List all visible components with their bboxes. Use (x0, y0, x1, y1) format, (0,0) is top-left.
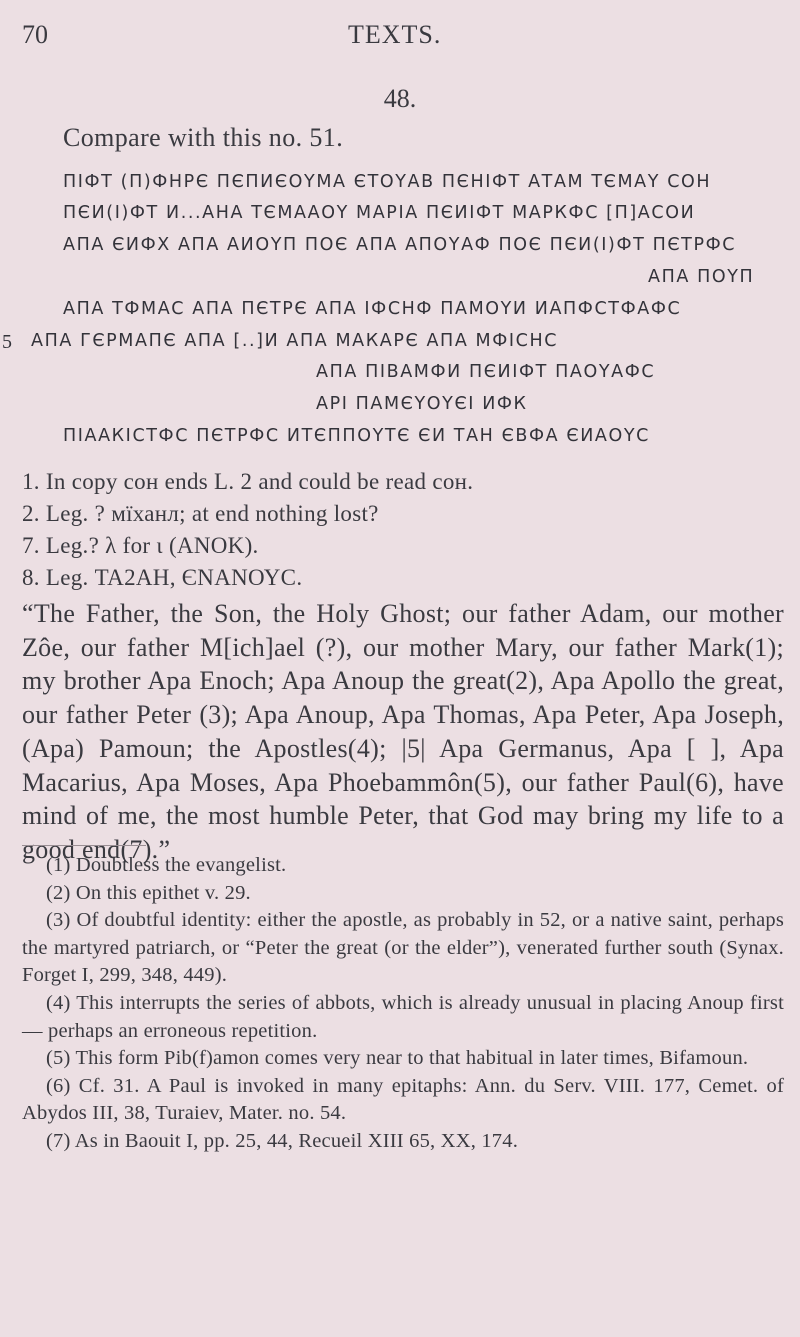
running-header (0, 20, 800, 54)
coptic-line (0, 235, 800, 267)
coptic-line (0, 426, 800, 458)
coptic-line-text: АРІ ПАМЄYОYЄІ ИФК (316, 394, 528, 414)
coptic-line-text: ПІААКІСТФС ПЄТРФС ИТЄППОYТЄ ЄИ ТАН ЄВФА ЄИАОYС (63, 426, 650, 446)
coptic-line (0, 172, 800, 204)
apparatus-note: 7. Leg.? λ for ι (ΑΝΟΚ). (22, 533, 259, 558)
footnote: (6) Cf. 31. A Paul is invoked in many epitaphs: Ann. du Serv. VIII. 177, Cemet. of Abydos III, 38, Turaiev, Mater. no. 54. (22, 1074, 784, 1125)
coptic-line (0, 331, 800, 363)
footnote-rule (22, 845, 146, 846)
footnote: (5) This form Pib(f)amon comes very near to that habitual in later times, Bifamoun. (46, 1047, 749, 1070)
coptic-line (0, 267, 800, 299)
footnote: (7) As in Baouit I, pp. 25, 44, Recueil XIII 65, XX, 174. (46, 1129, 519, 1152)
apparatus-criticus (22, 466, 782, 594)
running-title: TEXTS. (348, 20, 442, 49)
coptic-line-text: АПА ГЄРМАПЄ АПА [..]И АПА МАКАРЄ АПА МФІСНС (31, 331, 559, 351)
footnote: (4) This interrupts the series of abbots, which is already unusual in placing Anoup first — perhaps an erroneous repetition. (22, 991, 784, 1042)
coptic-line-text: ПЄИ(І)ФТ И...АНА ТЄМААОY МАРІА ПЄИІФТ МАРКФС [П]АСОИ (63, 203, 696, 223)
coptic-line (0, 203, 800, 235)
coptic-line-text: ПІФТ (П)ФНРЄ ПЄПИЄОYМА ЄТОYАВ ПЄНІФТ АТАМ ТЄМАY СОН (63, 172, 712, 192)
apparatus-note: 1. In copy сон ends L. 2 and could be read сон. (22, 469, 474, 494)
footnote: (3) Of doubtful identity: either the apostle, as probably in 52, or a native saint, perhaps the martyred patriarch, or “Peter the great (or the elder”), venerated further south (Synax. Forget I, 299, 348, 449). (22, 909, 784, 987)
coptic-line-text: АПА ПІВАМФИ ПЄИІФТ ПАОYАФС (316, 362, 656, 382)
footnotes (22, 852, 784, 1156)
line-number: 5 (2, 331, 12, 353)
coptic-line (0, 299, 800, 331)
footnote: (1) Doubtless the evangelist. (46, 854, 287, 876)
apparatus-note: 8. Leg. ΤΑ2ΑΗ, ЄΝΑΝΟΥС. (22, 565, 303, 590)
coptic-line-text: АПА ТФМАС АПА ПЄТРЄ АПА ІФСНФ ПАМОYИ ИАПФСТФАФС (63, 299, 682, 319)
coptic-line-text: АПА ПОYП (648, 267, 755, 287)
footnote: (2) On this epithet v. 29. (46, 881, 251, 904)
page-number: 70 (22, 20, 48, 49)
translation-paragraph: “The Father, the Son, the Holy Ghost; our father Adam, our mother Zôe, our father M[ich]ael (?), our mother Mary, our father Mark(1); my brother Apa Enoch; Apa Anoup the great(2), Apa Apollo the great, our father Peter (3); Apa Anoup, Apa Thomas, Apa Peter, Apa Joseph, (Apa) Pamoun; the Apostles(4); |5| Apa Germanus, Apa [ ], Apa Macarius, Apa Moses, Apa Phoebammôn(5), our father Paul(6), have mind of me, the most humble Peter, that God may bring my life to a good end(7).” (22, 599, 784, 864)
coptic-line (0, 394, 800, 426)
coptic-line (0, 362, 800, 394)
compare-note: Compare with this no. 51. (63, 123, 344, 152)
apparatus-note: 2. Leg. ? мїханл; at end nothing lost? (22, 501, 379, 526)
coptic-line-text: АПА ЄИФХ АПА АИОYП ПОЄ АПА АПОYАФ ПОЄ ПЄИ(І)ФТ ПЄТРФС (63, 235, 737, 255)
entry-number: 48. (383, 84, 417, 113)
